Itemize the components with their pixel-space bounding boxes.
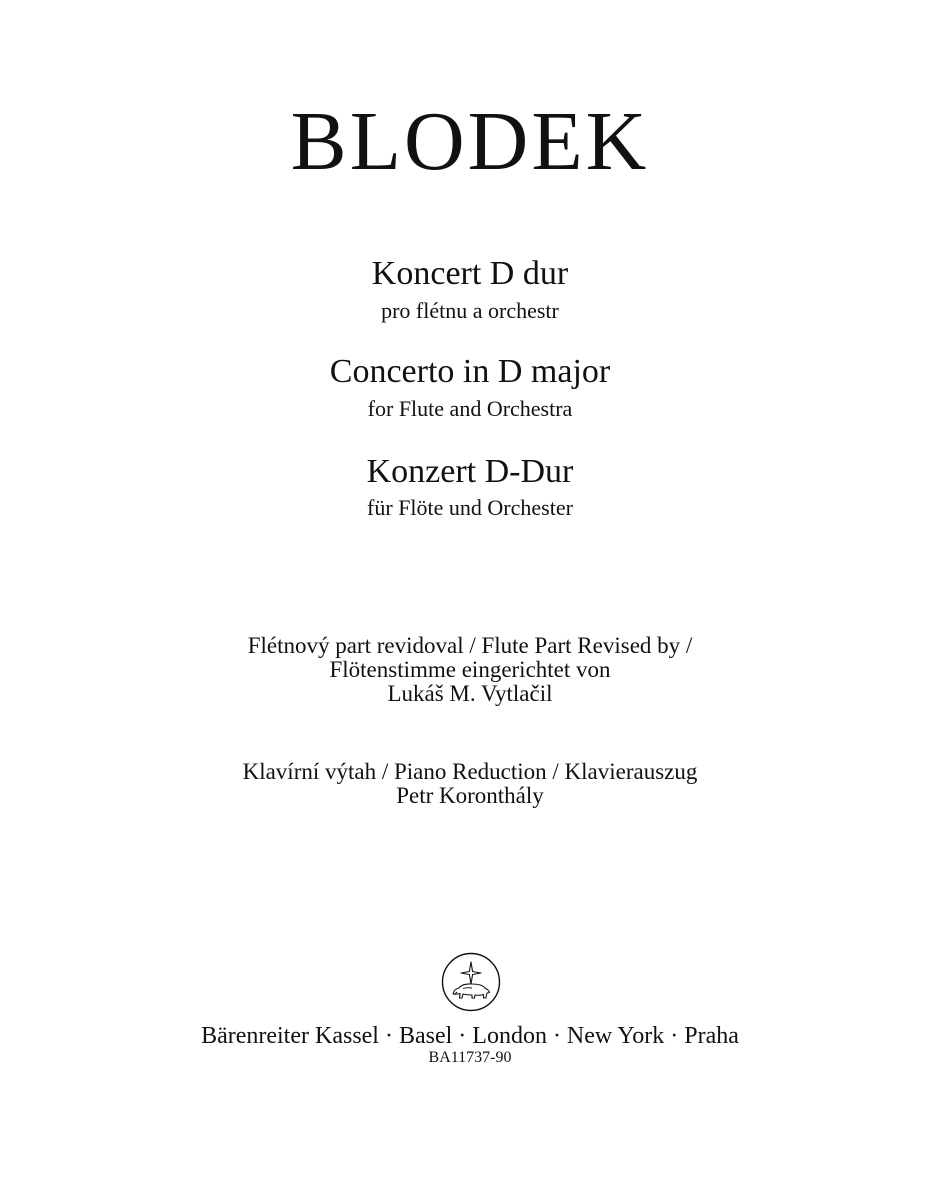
piano-reduction-credit: Klavírní výtah / Piano Reduction / Klavierauszug [242, 759, 698, 784]
subtitle-german: für Flöte und Orchester [367, 495, 573, 520]
title-english: Concerto in D major [329, 353, 611, 390]
piano-reduction-arranger: Petr Koronthály [396, 783, 544, 808]
title-german: Konzert D-Dur [366, 453, 574, 490]
flute-part-credit-line2: Flötenstimme eingerichtet von [329, 657, 611, 682]
composer-name: BLODEK [290, 95, 650, 188]
barenreiter-bear-star-logo-icon [441, 952, 501, 1012]
subtitle-english: for Flute and Orchestra [367, 396, 573, 421]
flute-part-editor: Lukáš M. Vytlačil [387, 681, 553, 706]
publisher-imprint: Bärenreiter Kassel · Basel · London · New York · Praha [201, 1023, 739, 1049]
subtitle-czech: pro flétnu a orchestr [381, 298, 559, 323]
flute-part-credit-line1: Flétnový part revidoval / Flute Part Revised by / [247, 633, 693, 658]
catalog-number: BA11737-90 [428, 1049, 512, 1066]
title-czech: Koncert D dur [371, 255, 569, 292]
